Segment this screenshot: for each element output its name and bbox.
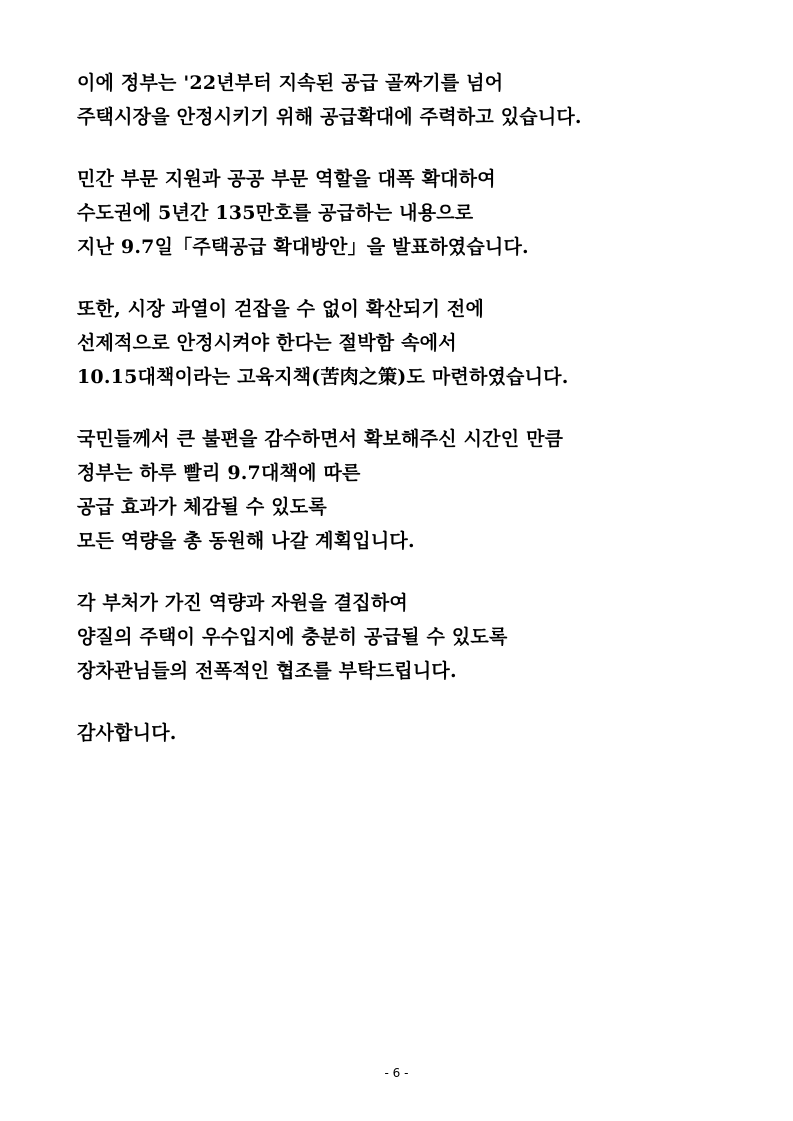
paragraph-supply-focus (77, 66, 777, 134)
text-line: 민간 부문 지원과 공공 부문 역할을 대폭 확대하여 (77, 168, 496, 190)
text-line: 모든 역량을 총 동원해 나갈 계획입니다. (77, 530, 415, 552)
paragraph-supply-plan (77, 162, 777, 264)
text-line: 정부는 하루 빨리 9.7대책에 따른 (77, 462, 361, 484)
document-body (77, 66, 777, 778)
text-line: 이에 정부는 '22년부터 지속된 공급 골짜기를 넘어 (77, 72, 504, 94)
text-line: 지난 9.7일「주택공급 확대방안」을 발표하였습니다. (77, 236, 529, 258)
text-line: 선제적으로 안정시켜야 한다는 절박함 속에서 (77, 332, 457, 354)
paragraph-closing (77, 716, 777, 750)
text-line: 양질의 주택이 우수입지에 충분히 공급될 수 있도록 (77, 626, 508, 648)
paragraph-cooperation-request (77, 586, 777, 688)
text-line: 수도권에 5년간 135만호를 공급하는 내용으로 (77, 202, 474, 224)
paragraph-market-stabilization (77, 292, 777, 394)
text-line: 또한, 시장 과열이 걷잡을 수 없이 확산되기 전에 (77, 298, 485, 320)
text-line: 장차관님들의 전폭적인 협조를 부탁드립니다. (77, 660, 457, 682)
text-line: 주택시장을 안정시키기 위해 공급확대에 주력하고 있습니다. (77, 106, 582, 128)
closing-line: 감사합니다. (77, 722, 177, 744)
paragraph-government-plan (77, 422, 777, 558)
text-line: 공급 효과가 체감될 수 있도록 (77, 496, 327, 518)
page-number: - 6 - (384, 1066, 409, 1080)
text-line: 각 부처가 가진 역량과 자원을 결집하여 (77, 592, 408, 614)
text-line: 10.15대책이라는 고육지책(苦肉之策)도 마련하였습니다. (77, 366, 569, 388)
text-line: 국민들께서 큰 불편을 감수하면서 확보해주신 시간인 만큼 (77, 428, 564, 450)
